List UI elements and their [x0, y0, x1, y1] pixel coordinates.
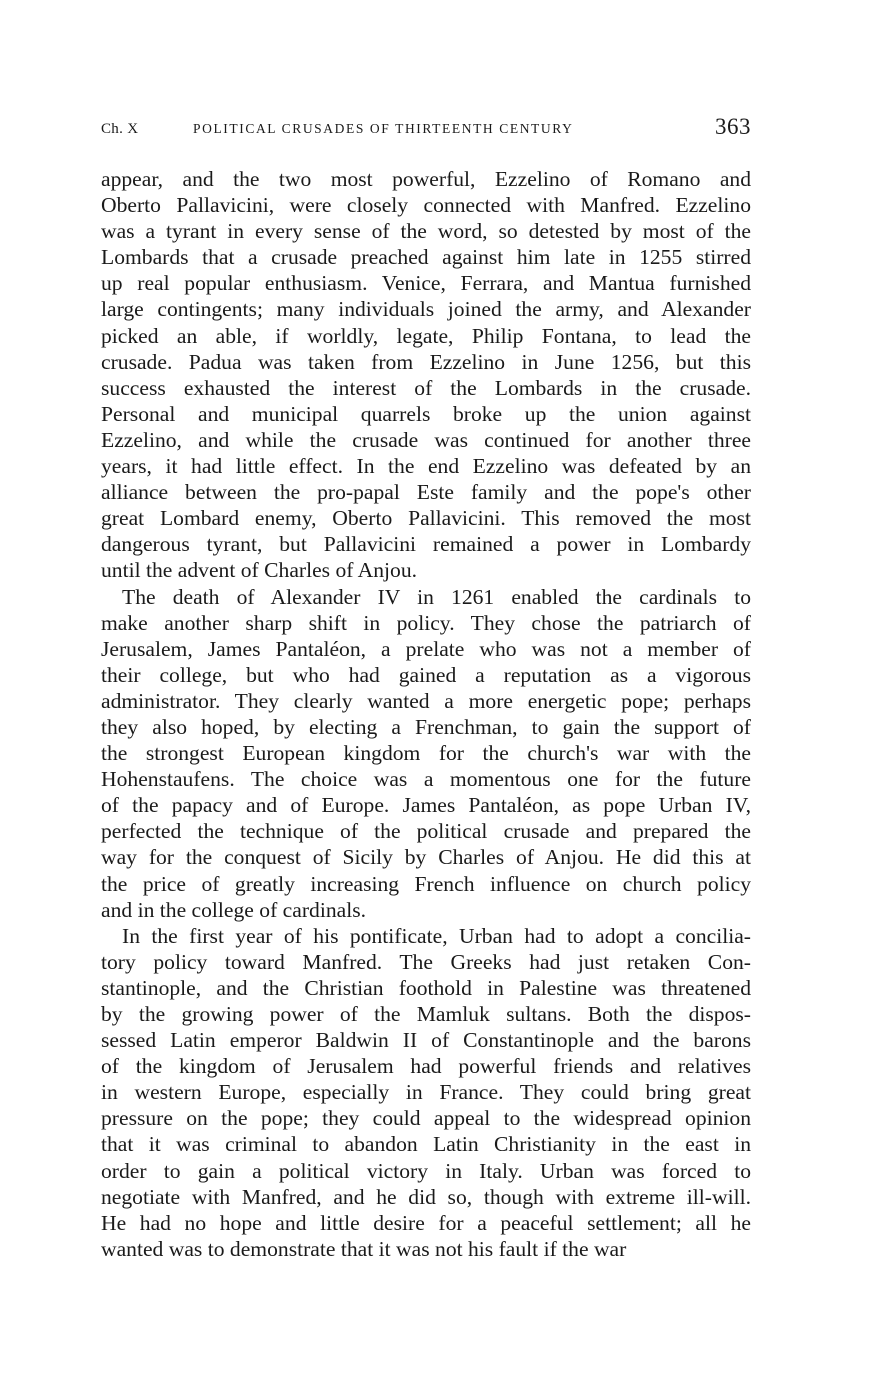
text-line: up real popular enthusiasm. Venice, Ferrara, and Mantua furnished [101, 271, 751, 296]
text-line: until the advent of Charles of Anjou. [101, 558, 418, 583]
text-line: success exhausted the interest of the Lombards in the crusade. [101, 375, 751, 400]
text-line: sessed Latin emperor Baldwin II of Constantinople and the barons [101, 1028, 751, 1053]
paragraph [101, 166, 751, 584]
text-line: of the kingdom of Jerusalem had powerful friends and relatives [101, 1054, 751, 1079]
text-line: pressure on the pope; they could appeal to the widespread opinion [101, 1106, 751, 1131]
text-line: He had no hope and little desire for a peaceful settlement; all he [101, 1210, 751, 1235]
text-line: alliance between the pro-papal Este family and the pope's other [101, 480, 751, 505]
text-line: crusade. Padua was taken from Ezzelino in June 1256, but this [101, 349, 751, 374]
text-line: tory policy toward Manfred. The Greeks had just retaken Con- [101, 949, 751, 974]
text-line: negotiate with Manfred, and he did so, though with extreme ill-will. [101, 1184, 751, 1209]
text-line: picked an able, if worldly, legate, Philip Fontana, to lead the [101, 323, 751, 348]
running-head [101, 112, 751, 152]
text-line: order to gain a political victory in Italy. Urban was forced to [101, 1158, 751, 1183]
text-line: Ezzelino, and while the crusade was continued for another three [101, 427, 751, 452]
text-line: wanted was to demonstrate that it was not his fault if the war [101, 1236, 627, 1261]
text-line: was a tyrant in every sense of the word, so detested by most of the [101, 219, 751, 244]
text-line: administrator. They clearly wanted a more energetic pope; perhaps [101, 688, 751, 713]
text-line: The death of Alexander IV in 1261 enabled the cardinals to [122, 584, 751, 609]
text-line: In the first year of his pontificate, Urban had to adopt a concilia- [122, 923, 751, 948]
text-line: Personal and municipal quarrels broke up the union against [101, 401, 751, 426]
text-line: Hohenstaufens. The choice was a momentous one for the future [101, 767, 751, 792]
text-line: the price of greatly increasing French influence on church policy [101, 871, 751, 896]
paragraph [101, 584, 751, 923]
text-line: perfected the technique of the political crusade and prepared the [101, 819, 751, 844]
text-line: years, it had little effect. In the end Ezzelino was defeated by an [101, 454, 751, 479]
text-line: Lombards that a crusade preached against him late in 1255 stirred [101, 245, 751, 270]
text-line: the strongest European kingdom for the church's war with the [101, 741, 751, 766]
text-line: make another sharp shift in policy. They chose the patriarch of [101, 610, 751, 635]
chapter-label: Ch. X [101, 121, 139, 137]
text-line: great Lombard enemy, Oberto Pallavicini. This removed the most [101, 506, 751, 531]
text-line: Oberto Pallavicini, were closely connected with Manfred. Ezzelino [101, 193, 751, 218]
text-line: in western Europe, especially in France. They could bring great [101, 1080, 751, 1105]
text-line: by the growing power of the Mamluk sultans. Both the dispos- [101, 1002, 751, 1026]
text-line: and in the college of cardinals. [101, 897, 367, 922]
body-text [101, 166, 751, 1262]
text-line: that it was criminal to abandon Latin Christianity in the east in [101, 1132, 751, 1157]
text-line: stantinople, and the Christian foothold in Palestine was threatened [101, 975, 751, 1000]
text-line: Jerusalem, James Pantaléon, a prelate who was not a member of [101, 636, 751, 661]
page-number: 363 [715, 114, 751, 139]
text-line: their college, but who had gained a reputation as a vigorous [101, 662, 751, 687]
text-line: way for the conquest of Sicily by Charles of Anjou. He did this at [101, 845, 751, 870]
text-line: they also hoped, by electing a Frenchman, to gain the support of [101, 714, 751, 739]
book-page [101, 112, 751, 1262]
text-line: large contingents; many individuals joined the army, and Alexander [101, 297, 751, 322]
text-line: dangerous tyrant, but Pallavicini remained a power in Lombardy [101, 532, 751, 557]
text-line: appear, and the two most powerful, Ezzelino of Romano and [101, 167, 751, 191]
text-line: of the papacy and of Europe. James Pantaléon, as pope Urban IV, [101, 793, 751, 818]
running-head-title: POLITICAL CRUSADES OF THIRTEENTH CENTURY [193, 121, 574, 136]
paragraph [101, 923, 751, 1262]
